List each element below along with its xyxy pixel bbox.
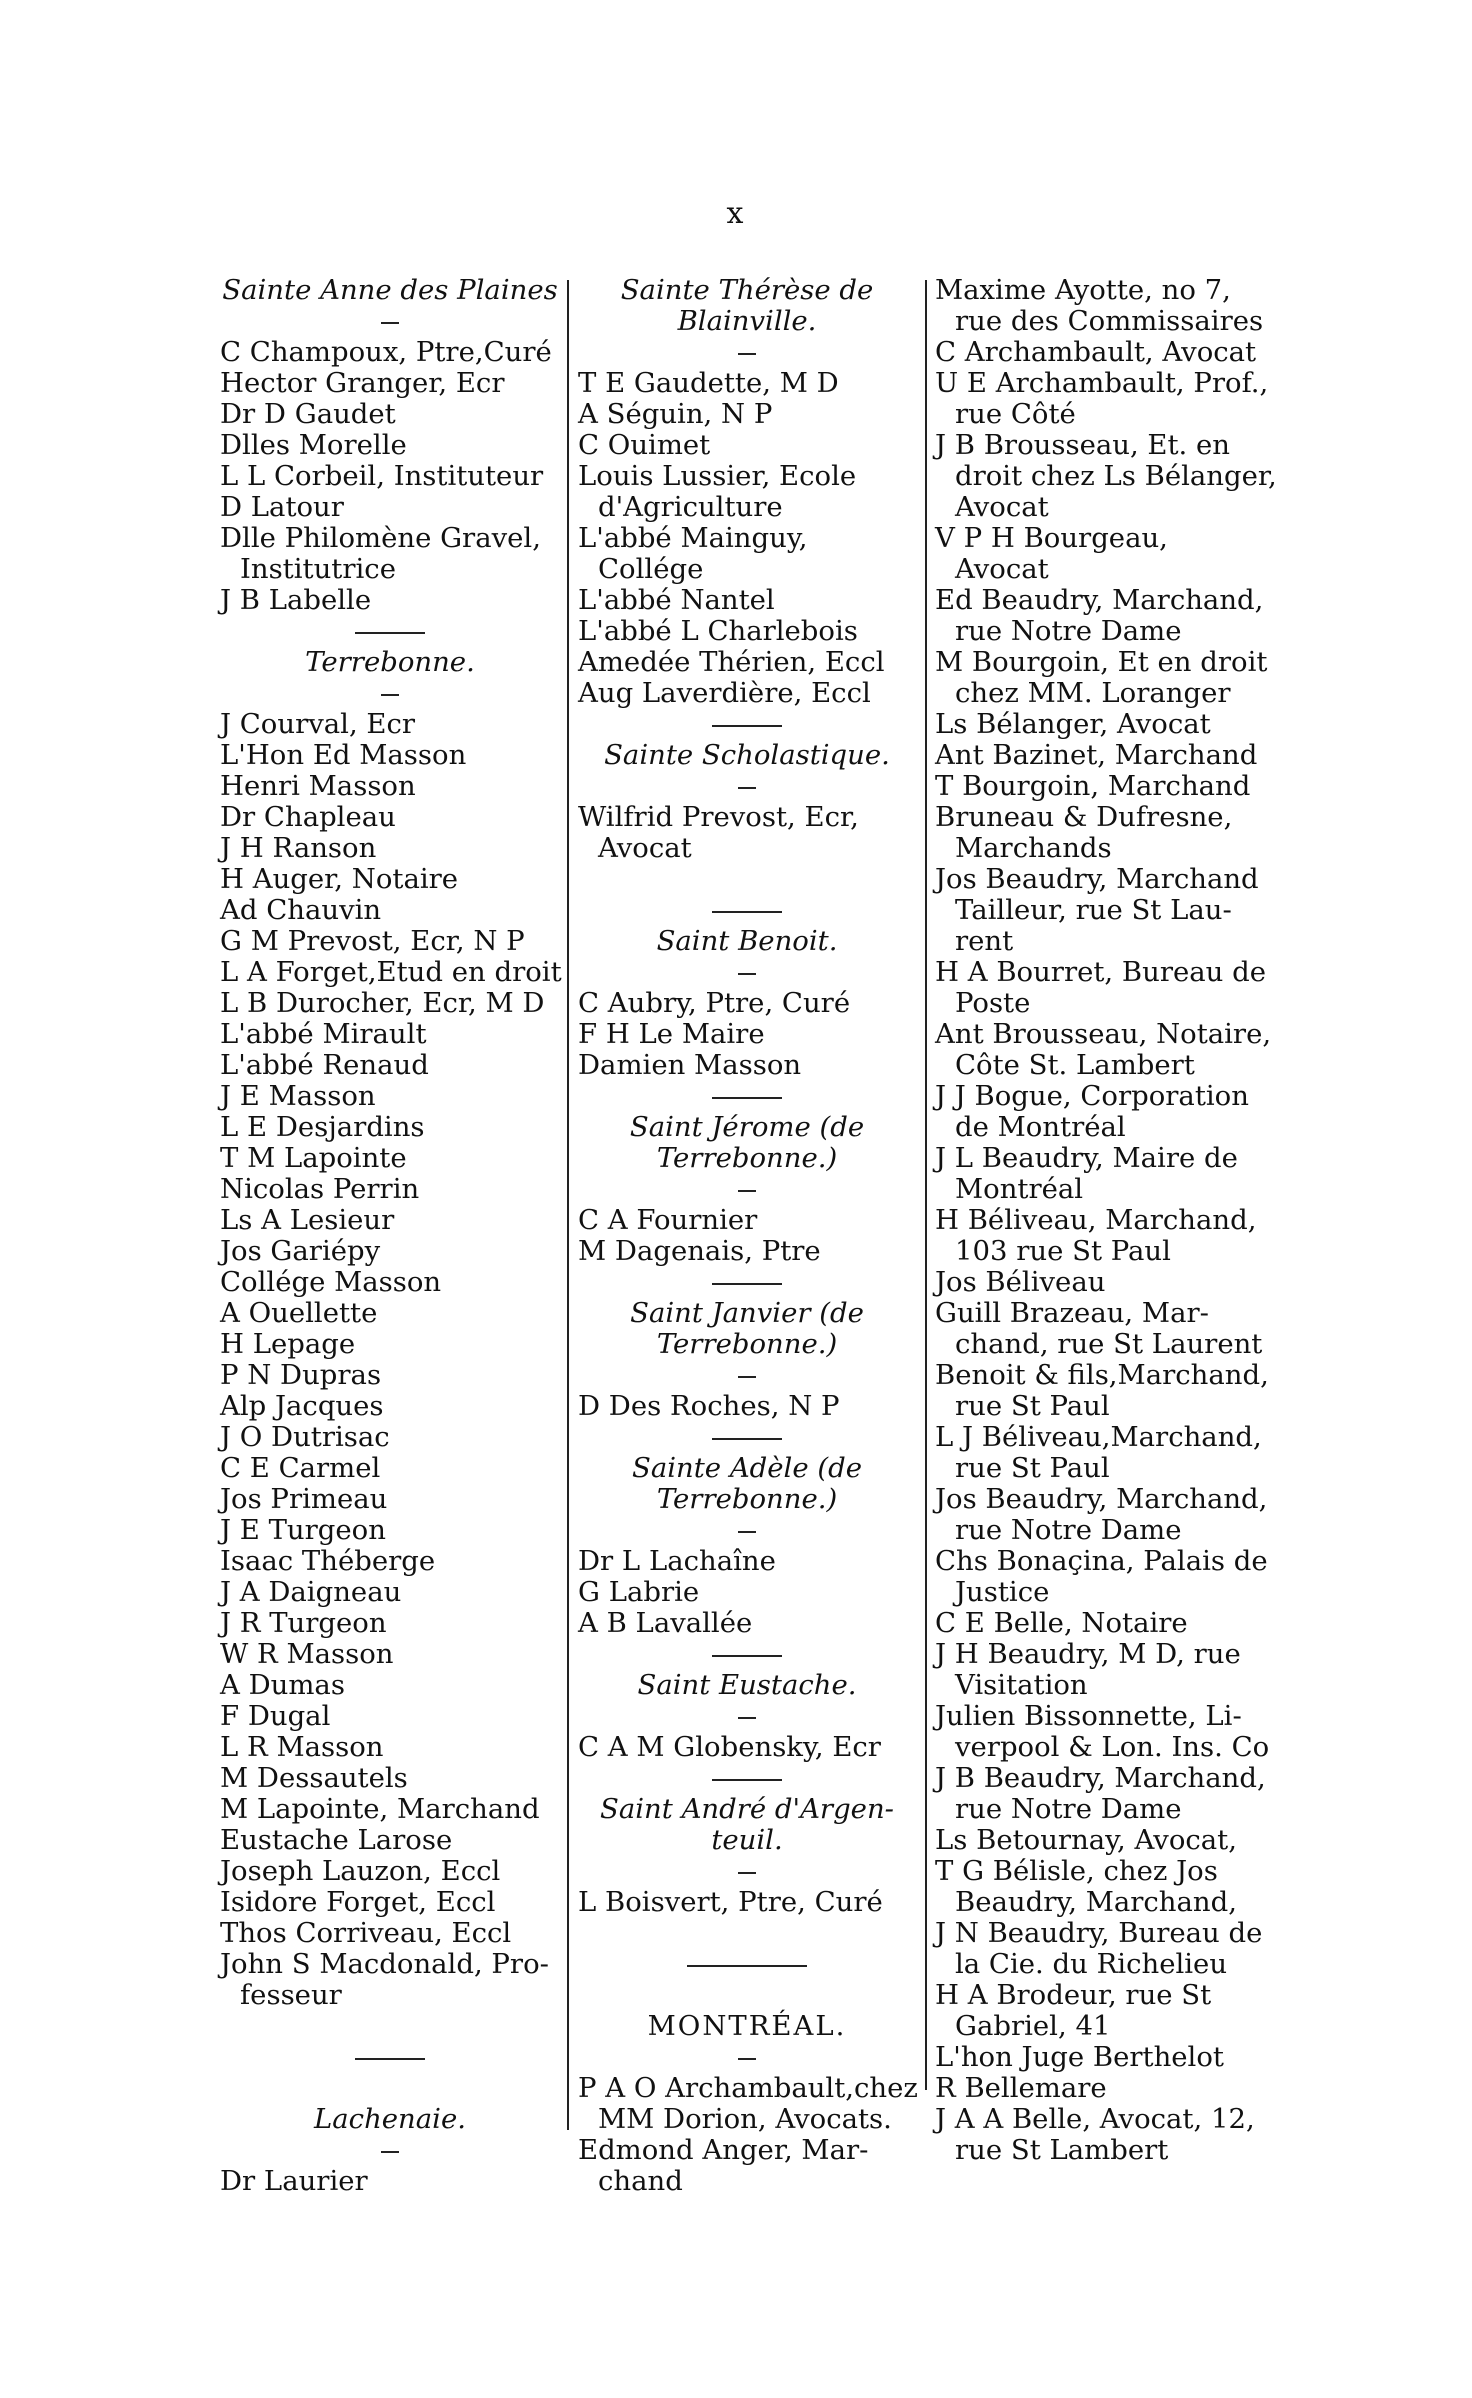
directory-entry: Dr D Gaudet xyxy=(220,398,396,430)
directory-entry: L'abbé Mainguy, xyxy=(578,522,808,554)
directory-entry: Isidore Forget, Eccl xyxy=(220,1886,496,1918)
directory-entry: H A Bourret, Bureau de xyxy=(935,956,1266,988)
directory-entry: L'abbé L Charlebois xyxy=(578,615,858,647)
separator-rule xyxy=(578,1949,916,1980)
locality-heading: Saint Janvier (de xyxy=(630,1297,864,1329)
directory-entry: C E Belle, Notaire xyxy=(935,1607,1188,1639)
locality-heading: Saint Benoit. xyxy=(656,925,838,957)
entry-continuation: rent xyxy=(955,925,1014,957)
directory-entry: Jos Béliveau xyxy=(935,1266,1106,1298)
directory-entry: Henri Masson xyxy=(220,770,416,802)
entry-continuation: rue St Lambert xyxy=(955,2134,1169,2166)
locality-heading: Terrebonne.) xyxy=(656,1328,838,1360)
locality-heading: Sainte Scholastique. xyxy=(604,739,890,771)
entry-continuation: Avocat xyxy=(955,553,1049,585)
directory-entry: T M Lapointe xyxy=(220,1142,407,1174)
entry-continuation: d'Agriculture xyxy=(598,491,783,523)
directory-entry: M Dessautels xyxy=(220,1762,408,1794)
entry-continuation: MM Dorion, Avocats. xyxy=(598,2103,892,2135)
directory-entry: J L Beaudry, Maire de xyxy=(935,1142,1238,1174)
blank-line xyxy=(578,1980,916,2011)
entry-continuation: chand, rue St Laurent xyxy=(955,1328,1263,1360)
directory-entry: Jos Beaudry, Marchand xyxy=(935,863,1259,895)
directory-entry: Amedée Thérien, Eccl xyxy=(578,646,885,678)
directory-entry: Benoit & fils,Marchand, xyxy=(935,1359,1269,1391)
directory-entry: L'abbé Renaud xyxy=(220,1049,429,1081)
directory-entry: Wilfrid Prevost, Ecr, xyxy=(578,801,859,833)
directory-entry: F Dugal xyxy=(220,1700,331,1732)
separator-rule xyxy=(220,2042,560,2073)
directory-entry: J B Brousseau, Et. en xyxy=(935,429,1231,461)
separator-rule xyxy=(220,2135,560,2166)
directory-entry: D Des Roches, N P xyxy=(578,1390,840,1422)
page-number: x xyxy=(726,196,746,231)
directory-entry: A B Lavallée xyxy=(578,1607,753,1639)
directory-entry: J J Bogue, Corporation xyxy=(935,1080,1249,1112)
directory-entry: G M Prevost, Ecr, N P xyxy=(220,925,525,957)
blank-line xyxy=(220,2073,560,2104)
separator-rule xyxy=(578,1267,916,1298)
directory-entry: Ad Chauvin xyxy=(220,894,382,926)
directory-entry: D Latour xyxy=(220,491,344,523)
locality-heading: Blainville. xyxy=(677,305,817,337)
locality-heading: teuil. xyxy=(711,1824,783,1856)
directory-entry: Ed Beaudry, Marchand, xyxy=(935,584,1264,616)
blank-line xyxy=(578,864,916,895)
locality-heading: Saint Jérome (de xyxy=(629,1111,865,1143)
entry-continuation: rue St Paul xyxy=(955,1452,1110,1484)
directory-entry: Damien Masson xyxy=(578,1049,802,1081)
directory-entry: Thos Corriveau, Eccl xyxy=(220,1917,512,1949)
directory-entry: J H Beaudry, M D, rue xyxy=(935,1638,1241,1670)
directory-entry: L Boisvert, Ptre, Curé xyxy=(578,1886,883,1918)
separator-rule xyxy=(578,895,916,926)
directory-entry: W R Masson xyxy=(220,1638,394,1670)
directory-entry: Nicolas Perrin xyxy=(220,1173,420,1205)
locality-heading: Saint André d'Argen- xyxy=(600,1793,894,1825)
directory-entry: Ls A Lesieur xyxy=(220,1204,395,1236)
entry-continuation: droit chez Ls Bélanger, xyxy=(955,460,1277,492)
separator-rule xyxy=(578,957,916,988)
directory-entry: Eustache Larose xyxy=(220,1824,453,1856)
directory-entry: F H Le Maire xyxy=(578,1018,765,1050)
directory-entry: J N Beaudry, Bureau de xyxy=(935,1917,1263,1949)
entry-continuation: Tailleur, rue St Lau- xyxy=(955,894,1232,926)
directory-entry: Ant Brousseau, Notaire, xyxy=(935,1018,1272,1050)
entry-continuation: Visitation xyxy=(955,1669,1088,1701)
directory-entry: J B Beaudry, Marchand, xyxy=(935,1762,1266,1794)
entry-continuation: Avocat xyxy=(955,491,1049,523)
directory-entry: L'Hon Ed Masson xyxy=(220,739,467,771)
directory-entry: Dr Laurier xyxy=(220,2165,368,2197)
directory-entry: L R Masson xyxy=(220,1731,384,1763)
directory-entry: C Archambault, Avocat xyxy=(935,336,1257,368)
blank-line xyxy=(220,2011,560,2042)
entry-continuation: 103 rue St Paul xyxy=(955,1235,1171,1267)
separator-rule xyxy=(578,337,916,368)
directory-entry: T G Bélisle, chez Jos xyxy=(935,1855,1218,1887)
separator-rule xyxy=(578,2042,916,2073)
entry-continuation: Gabriel, 41 xyxy=(955,2010,1111,2042)
entry-continuation: verpool & Lon. Ins. Co xyxy=(955,1731,1270,1763)
directory-entry: H Béliveau, Marchand, xyxy=(935,1204,1257,1236)
directory-entry: J Courval, Ecr xyxy=(220,708,416,740)
separator-rule xyxy=(578,1081,916,1112)
directory-entry: Ls Betournay, Avocat, xyxy=(935,1824,1237,1856)
entry-continuation: Justice xyxy=(955,1576,1050,1608)
separator-rule xyxy=(578,1763,916,1794)
directory-entry: C E Carmel xyxy=(220,1452,381,1484)
directory-entry: Hector Granger, Ecr xyxy=(220,367,505,399)
directory-entry: H Auger, Notaire xyxy=(220,863,459,895)
directory-entry: Guill Brazeau, Mar- xyxy=(935,1297,1209,1329)
directory-entry: L'abbé Nantel xyxy=(578,584,775,616)
directory-entry: Dr L Lachaîne xyxy=(578,1545,776,1577)
directory-entry: C Ouimet xyxy=(578,429,711,461)
directory-entry: Ls Bélanger, Avocat xyxy=(935,708,1211,740)
entry-continuation: Avocat xyxy=(598,832,692,864)
directory-entry: Alp Jacques xyxy=(220,1390,384,1422)
directory-entry: C A Fournier xyxy=(578,1204,758,1236)
locality-heading: Terrebonne.) xyxy=(656,1483,838,1515)
directory-entry: L J Béliveau,Marchand, xyxy=(935,1421,1262,1453)
separator-rule xyxy=(578,1422,916,1453)
separator-rule xyxy=(220,678,560,709)
entry-continuation: la Cie. du Richelieu xyxy=(955,1948,1228,1980)
directory-entry: C A M Globensky, Ecr xyxy=(578,1731,881,1763)
separator-rule xyxy=(578,1360,916,1391)
directory-entry: Julien Bissonnette, Li- xyxy=(935,1700,1242,1732)
directory-entry: U E Archambault, Prof., xyxy=(935,367,1269,399)
directory-entry: Isaac Théberge xyxy=(220,1545,436,1577)
entry-continuation: fesseur xyxy=(240,1979,342,2011)
directory-entry: Aug Laverdière, Eccl xyxy=(578,677,871,709)
separator-rule xyxy=(220,616,560,647)
locality-heading: Sainte Anne des Plaines xyxy=(222,274,558,306)
directory-entry: L E Desjardins xyxy=(220,1111,425,1143)
directory-entry: J A A Belle, Avocat, 12, xyxy=(935,2103,1255,2135)
blank-line xyxy=(578,1918,916,1949)
directory-entry: G Labrie xyxy=(578,1576,700,1608)
entry-continuation: rue des Commissaires xyxy=(955,305,1264,337)
directory-entry: J O Dutrisac xyxy=(220,1421,390,1453)
directory-entry: J E Turgeon xyxy=(220,1514,386,1546)
directory-entry: L'hon Juge Berthelot xyxy=(935,2041,1224,2073)
directory-entry: Louis Lussier, Ecole xyxy=(578,460,857,492)
directory-entry: M Lapointe, Marchand xyxy=(220,1793,540,1825)
entry-continuation: Côte St. Lambert xyxy=(955,1049,1195,1081)
directory-entry: L'abbé Mirault xyxy=(220,1018,427,1050)
separator-rule xyxy=(578,1701,916,1732)
locality-heading: Sainte Thérèse de xyxy=(620,274,874,306)
directory-entry: Edmond Anger, Mar- xyxy=(578,2134,869,2166)
directory-entry: A Séguin, N P xyxy=(578,398,773,430)
directory-entry: J B Labelle xyxy=(220,584,372,616)
directory-entry: John S Macdonald, Pro- xyxy=(220,1948,549,1980)
directory-entry: Bruneau & Dufresne, xyxy=(935,801,1233,833)
directory-entry: H A Brodeur, rue St xyxy=(935,1979,1212,2011)
separator-rule xyxy=(578,1515,916,1546)
directory-entry: A Dumas xyxy=(220,1669,345,1701)
entry-continuation: chez MM. Loranger xyxy=(955,677,1231,709)
city-heading: MONTRÉAL. xyxy=(647,2010,847,2042)
entry-continuation: Marchands xyxy=(955,832,1112,864)
entry-continuation: Institutrice xyxy=(240,553,396,585)
directory-entry: T E Gaudette, M D xyxy=(578,367,839,399)
directory-entry: Jos Primeau xyxy=(220,1483,388,1515)
directory-entry: P A O Archambault,chez xyxy=(578,2072,918,2104)
directory-entry: C Champoux, Ptre,Curé xyxy=(220,336,552,368)
separator-rule xyxy=(220,306,560,337)
directory-entry: P N Dupras xyxy=(220,1359,382,1391)
directory-entry: Chs Bonaçina, Palais de xyxy=(935,1545,1268,1577)
locality-heading: Saint Eustache. xyxy=(637,1669,857,1701)
separator-rule xyxy=(578,771,916,802)
directory-entry: Joseph Lauzon, Eccl xyxy=(220,1855,501,1887)
directory-entry: Dlle Philomène Gravel, xyxy=(220,522,541,554)
directory-entry: A Ouellette xyxy=(220,1297,378,1329)
directory-entry: J R Turgeon xyxy=(220,1607,387,1639)
directory-entry: V P H Bourgeau, xyxy=(935,522,1168,554)
directory-entry: J E Masson xyxy=(220,1080,376,1112)
directory-entry: T Bourgoin, Marchand xyxy=(935,770,1251,802)
directory-entry: Dr Chapleau xyxy=(220,801,396,833)
directory-entry: Dlles Morelle xyxy=(220,429,407,461)
directory-entry: Maxime Ayotte, no 7, xyxy=(935,274,1231,306)
entry-continuation: chand xyxy=(598,2165,683,2197)
directory-entry: R Bellemare xyxy=(935,2072,1107,2104)
column-divider-1 xyxy=(567,280,569,2130)
directory-column-2 xyxy=(578,275,916,2197)
directory-entry: M Bourgoin, Et en droit xyxy=(935,646,1268,678)
locality-heading: Terrebonne. xyxy=(305,646,475,678)
separator-rule xyxy=(578,709,916,740)
entry-continuation: Poste xyxy=(955,987,1031,1019)
directory-column-3 xyxy=(935,275,1287,2166)
entry-continuation: Montréal xyxy=(955,1173,1084,1205)
entry-continuation: rue Notre Dame xyxy=(955,1793,1182,1825)
entry-continuation: de Montréal xyxy=(955,1111,1126,1143)
separator-rule xyxy=(578,1856,916,1887)
directory-entry: J H Ranson xyxy=(220,832,377,864)
locality-heading: Terrebonne.) xyxy=(656,1142,838,1174)
directory-entry: Collége Masson xyxy=(220,1266,442,1298)
entry-continuation: rue Côté xyxy=(955,398,1076,430)
directory-entry: J A Daigneau xyxy=(220,1576,402,1608)
directory-entry: C Aubry, Ptre, Curé xyxy=(578,987,851,1019)
locality-heading: Lachenaie. xyxy=(314,2103,466,2135)
directory-entry: Ant Bazinet, Marchand xyxy=(935,739,1258,771)
directory-entry: H Lepage xyxy=(220,1328,356,1360)
directory-entry: L L Corbeil, Instituteur xyxy=(220,460,544,492)
column-divider-2 xyxy=(925,280,927,2090)
directory-entry: L A Forget,Etud en droit xyxy=(220,956,562,988)
separator-rule xyxy=(578,1174,916,1205)
directory-entry: Jos Gariépy xyxy=(220,1235,381,1267)
directory-entry: L B Durocher, Ecr, M D xyxy=(220,987,545,1019)
entry-continuation: Beaudry, Marchand, xyxy=(955,1886,1237,1918)
entry-continuation: rue St Paul xyxy=(955,1390,1110,1422)
directory-entry: M Dagenais, Ptre xyxy=(578,1235,821,1267)
entry-continuation: rue Notre Dame xyxy=(955,1514,1182,1546)
directory-column-1 xyxy=(220,275,560,2197)
directory-entry: Jos Beaudry, Marchand, xyxy=(935,1483,1268,1515)
locality-heading: Sainte Adèle (de xyxy=(632,1452,862,1484)
entry-continuation: Collége xyxy=(598,553,704,585)
entry-continuation: rue Notre Dame xyxy=(955,615,1182,647)
separator-rule xyxy=(578,1639,916,1670)
